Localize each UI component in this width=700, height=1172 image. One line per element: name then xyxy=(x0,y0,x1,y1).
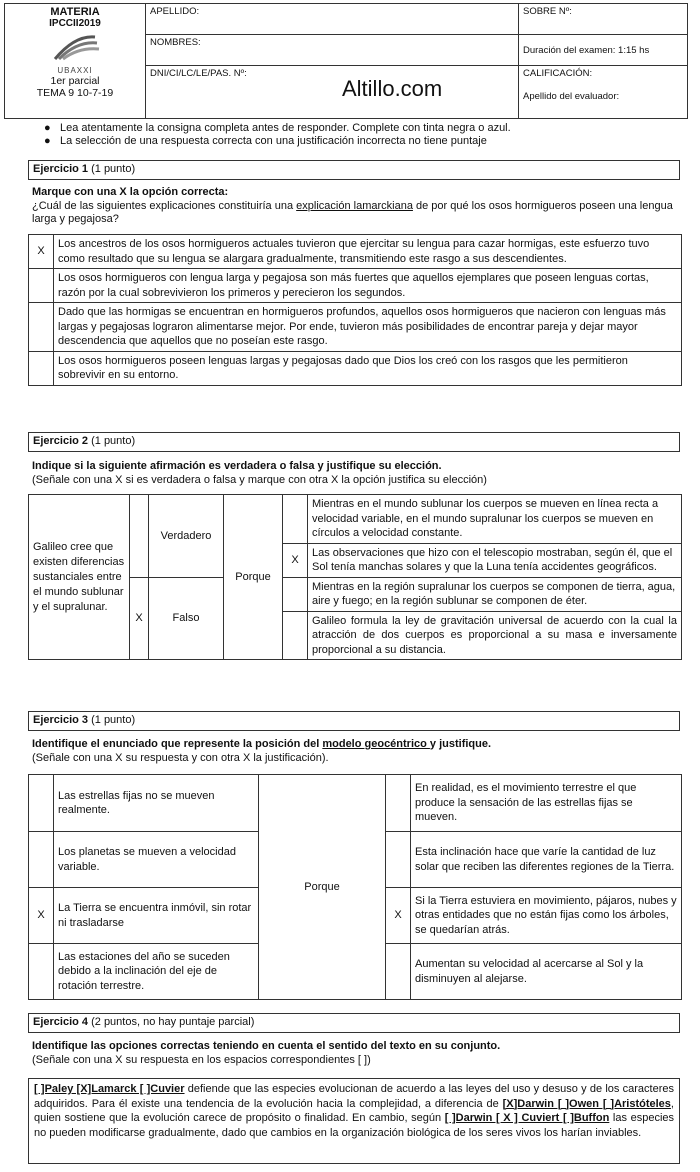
ej4-choice-group-3[interactable]: [ ]Darwin [ X ] Cuviert [ ]Buffon xyxy=(444,1112,610,1124)
ej1-option-row[interactable] xyxy=(29,235,682,269)
ej1-option-row[interactable] xyxy=(29,269,682,303)
ej4-choice-group-1[interactable]: [ ]Paley [X]Lamarck [ ]Cuvier xyxy=(34,1083,185,1095)
apellido-field[interactable]: APELLIDO: xyxy=(146,4,519,35)
ej1-option-row[interactable] xyxy=(29,351,682,385)
ej4-text: , quien sostiene que la evolución carece de propósito o finalidad. En cambio, según xyxy=(34,1097,674,1124)
left-text: Las estrellas fijas no se mueven realmente. xyxy=(54,775,259,832)
left-text: La Tierra se encuentra inmóvil, sin rotar ni trasladarse xyxy=(54,888,259,944)
ej4-instruction: Identifique las opciones correctas teniendo en cuenta el sentido del texto en su conjunto. xyxy=(32,1040,501,1052)
ej2-title-box xyxy=(28,432,680,452)
option-mark[interactable] xyxy=(29,269,54,303)
ej1-points: (1 punto) xyxy=(88,163,136,175)
exam-header xyxy=(4,3,688,119)
ej3-question xyxy=(32,738,682,765)
falso-mark[interactable]: X xyxy=(130,577,149,660)
verdadero-label: Verdadero xyxy=(149,495,224,578)
right-mark[interactable] xyxy=(386,944,411,1000)
ej2-points: (1 punto) xyxy=(88,435,136,447)
duracion-label: Duración del examen: 1:15 hs xyxy=(519,35,688,66)
calificacion-cell[interactable] xyxy=(519,66,688,119)
just-text: Mientras en la región supralunar los cuerpos se componen de tierra, agua, aire y fuego; en la región sublunar se componen de éter. xyxy=(308,577,682,611)
just-mark[interactable] xyxy=(283,577,308,611)
logo-text: UBAXXI xyxy=(57,66,93,75)
evaluador-label: Apellido del evaluador: xyxy=(523,91,620,102)
ej1-question xyxy=(32,186,682,227)
subject-label: MATERIA xyxy=(50,6,100,18)
ej2-question xyxy=(32,460,682,487)
porque-label: Porque xyxy=(224,495,283,660)
dni-field[interactable] xyxy=(146,66,519,119)
option-mark[interactable] xyxy=(29,351,54,385)
just-mark[interactable]: X xyxy=(283,543,308,577)
ej1-title: Ejercicio 1 xyxy=(33,163,89,175)
ej3-subinstruction: (Señale con una X su respuesta y con otra X la justificación). xyxy=(32,751,329,764)
left-mark[interactable] xyxy=(29,775,54,832)
sobre-field[interactable]: SOBRE Nº: xyxy=(519,4,688,35)
ej2-subinstruction: (Señale con una X si es verdadera o falsa y marque con otra X la opción justifica su elección) xyxy=(32,473,487,486)
right-mark[interactable] xyxy=(386,832,411,888)
ej4-paragraph xyxy=(28,1078,680,1164)
just-text: Las observaciones que hizo con el telescopio mostraban, según él, que el Sol tenía manchas solares y que la Luna tenía accidentes geográficos. xyxy=(308,543,682,577)
calificacion-label: CALIFICACIÓN: xyxy=(523,68,593,79)
ej4-text: las especies no pueden modificarse gradualmente, dado que cambios en la organización biológica de los seres vivos los harían inviables. xyxy=(34,1112,674,1139)
uba-logo-icon xyxy=(45,33,105,63)
ej4-title-box xyxy=(28,1013,680,1033)
tema-label: TEMA 9 10-7-19 xyxy=(36,87,114,99)
instructions xyxy=(44,122,511,148)
option-text: Los ancestros de los osos hormigueros actuales tuvieron que ejercitar su lengua para cazar hormigas, este esfuerzo tuvo como resultado que su lengua se alargara gradualmente, transmitiendo este rasgo a sus descendientes. xyxy=(54,235,682,269)
left-mark[interactable]: X xyxy=(29,888,54,944)
ej4-text: defiende que las especies evolucionan de acuerdo a las leyes del uso y desuso y de los caracteres adquiridos. Para él existe una tendencia de la evolución hacia la complejidad, a diferencia de xyxy=(34,1083,674,1110)
ej1-question-text: ¿Cuál de las siguientes explicaciones constituiría una explicación lamarckiana de por qué los osos hormigueros poseen una lengua larga y pegajosa? xyxy=(32,199,673,225)
instruction-item: ● La selección de una respuesta correcta con una justificación incorrecta no tiene puntaje xyxy=(44,135,487,147)
just-text: Galileo formula la ley de gravitación universal de acuerdo con la cual la atracción de dos cuerpos es proporcional a su masa e inversamente proporcional a su distancia. xyxy=(308,611,682,660)
falso-label: Falso xyxy=(149,577,224,660)
dni-label: DNI/CI/LC/LE/PAS. Nº: xyxy=(150,68,247,79)
ej3-instruction: Identifique el enunciado que represente la posición del modelo geocéntrico y justifique. xyxy=(32,738,492,750)
ej4-subinstruction: (Señale con una X su respuesta en los espacios correspondientes [ ]) xyxy=(32,1053,371,1066)
ej4-question xyxy=(32,1040,682,1067)
left-mark[interactable] xyxy=(29,944,54,1000)
option-mark[interactable] xyxy=(29,303,54,352)
option-text: Los osos hormigueros poseen lenguas largas y pegajosas dado que Dios los creó con los rasgos que les permitieron sobrevivir en su entorno. xyxy=(54,351,682,385)
left-mark[interactable] xyxy=(29,832,54,888)
right-mark[interactable]: X xyxy=(386,888,411,944)
ej1-option-row[interactable] xyxy=(29,303,682,352)
left-text: Las estaciones del año se suceden debido a la inclinación del eje de rotación terrestre. xyxy=(54,944,259,1000)
right-mark[interactable] xyxy=(386,775,411,832)
ej3-points: (1 punto) xyxy=(88,714,136,726)
ej4-title: Ejercicio 4 xyxy=(33,1016,89,1028)
option-mark[interactable]: X xyxy=(29,235,54,269)
porque-label: Porque xyxy=(259,775,386,1000)
option-text: Los osos hormigueros con lengua larga y pegajosa son más fuertes que aquellos ejemplares que poseen lenguas cortas, razón por la cual sobrevivieron los primeros y perecieron los segundos. xyxy=(54,269,682,303)
ej1-instruction: Marque con una X la opción correcta: xyxy=(32,186,229,198)
just-mark[interactable] xyxy=(283,611,308,660)
ej1-options-table xyxy=(28,234,682,386)
ej3-table xyxy=(28,774,682,1000)
right-text: Esta inclinación hace que varíe la cantidad de luz solar que reciben las diferentes regiones de la Tierra. xyxy=(411,832,682,888)
nombres-field[interactable]: NOMBRES: xyxy=(146,35,519,66)
ej1-title-box xyxy=(28,160,680,180)
just-text: Mientras en el mundo sublunar los cuerpos se mueven en línea recta a velocidad variable, en el mundo supralunar los cuerpos se mueven en círculos a velocidad constante. xyxy=(308,495,682,544)
ej2-instruction: Indique si la siguiente afirmación es verdadera o falsa y justifique su elección. xyxy=(32,460,442,472)
right-text: Si la Tierra estuviera en movimiento, pájaros, nubes y otras entidades que no están fijas como los árboles, se quedarían atrás. xyxy=(411,888,682,944)
ej4-points: (2 puntos, no hay puntaje parcial) xyxy=(88,1016,255,1028)
ej3-title-box xyxy=(28,711,680,731)
left-text: Los planetas se mueven a velocidad variable. xyxy=(54,832,259,888)
ej2-title: Ejercicio 2 xyxy=(33,435,89,447)
just-mark[interactable] xyxy=(283,495,308,544)
ej4-choice-group-2[interactable]: [X]Darwin [ ]Owen [ ]Aristóteles xyxy=(502,1097,671,1110)
watermark-text: Altillo.com xyxy=(342,76,443,101)
right-text: Aumentan su velocidad al acercarse al Sol y la disminuyen al alejarse. xyxy=(411,944,682,1000)
verdadero-mark[interactable] xyxy=(130,495,149,578)
right-text: En realidad, es el movimiento terrestre el que produce la sensación de las estrellas fijas se mueven. xyxy=(411,775,682,832)
parcial-label: 1er parcial xyxy=(50,75,100,87)
ej2-table xyxy=(28,494,682,660)
ej3-title: Ejercicio 3 xyxy=(33,714,89,726)
subject-cell xyxy=(5,4,146,119)
ej2-statement: Galileo cree que existen diferencias sustanciales entre el mundo sublunar y el supralunar. xyxy=(29,495,130,660)
option-text: Dado que las hormigas se encuentran en hormigueros profundos, aquellos osos hormigueros que nacieron con lenguas más largas y pegajosas lograron alimentarse mejor. Por ende, tuvieron más posibilidades de encontrar pareja y dejar mayor descendencia que aquellos que no poseían este rasgo. xyxy=(54,303,682,352)
instruction-item: ● Lea atentamente la consigna completa antes de responder. Complete con tinta negra o azul. xyxy=(44,122,511,134)
subject-code: IPCCII2019 xyxy=(49,18,101,29)
